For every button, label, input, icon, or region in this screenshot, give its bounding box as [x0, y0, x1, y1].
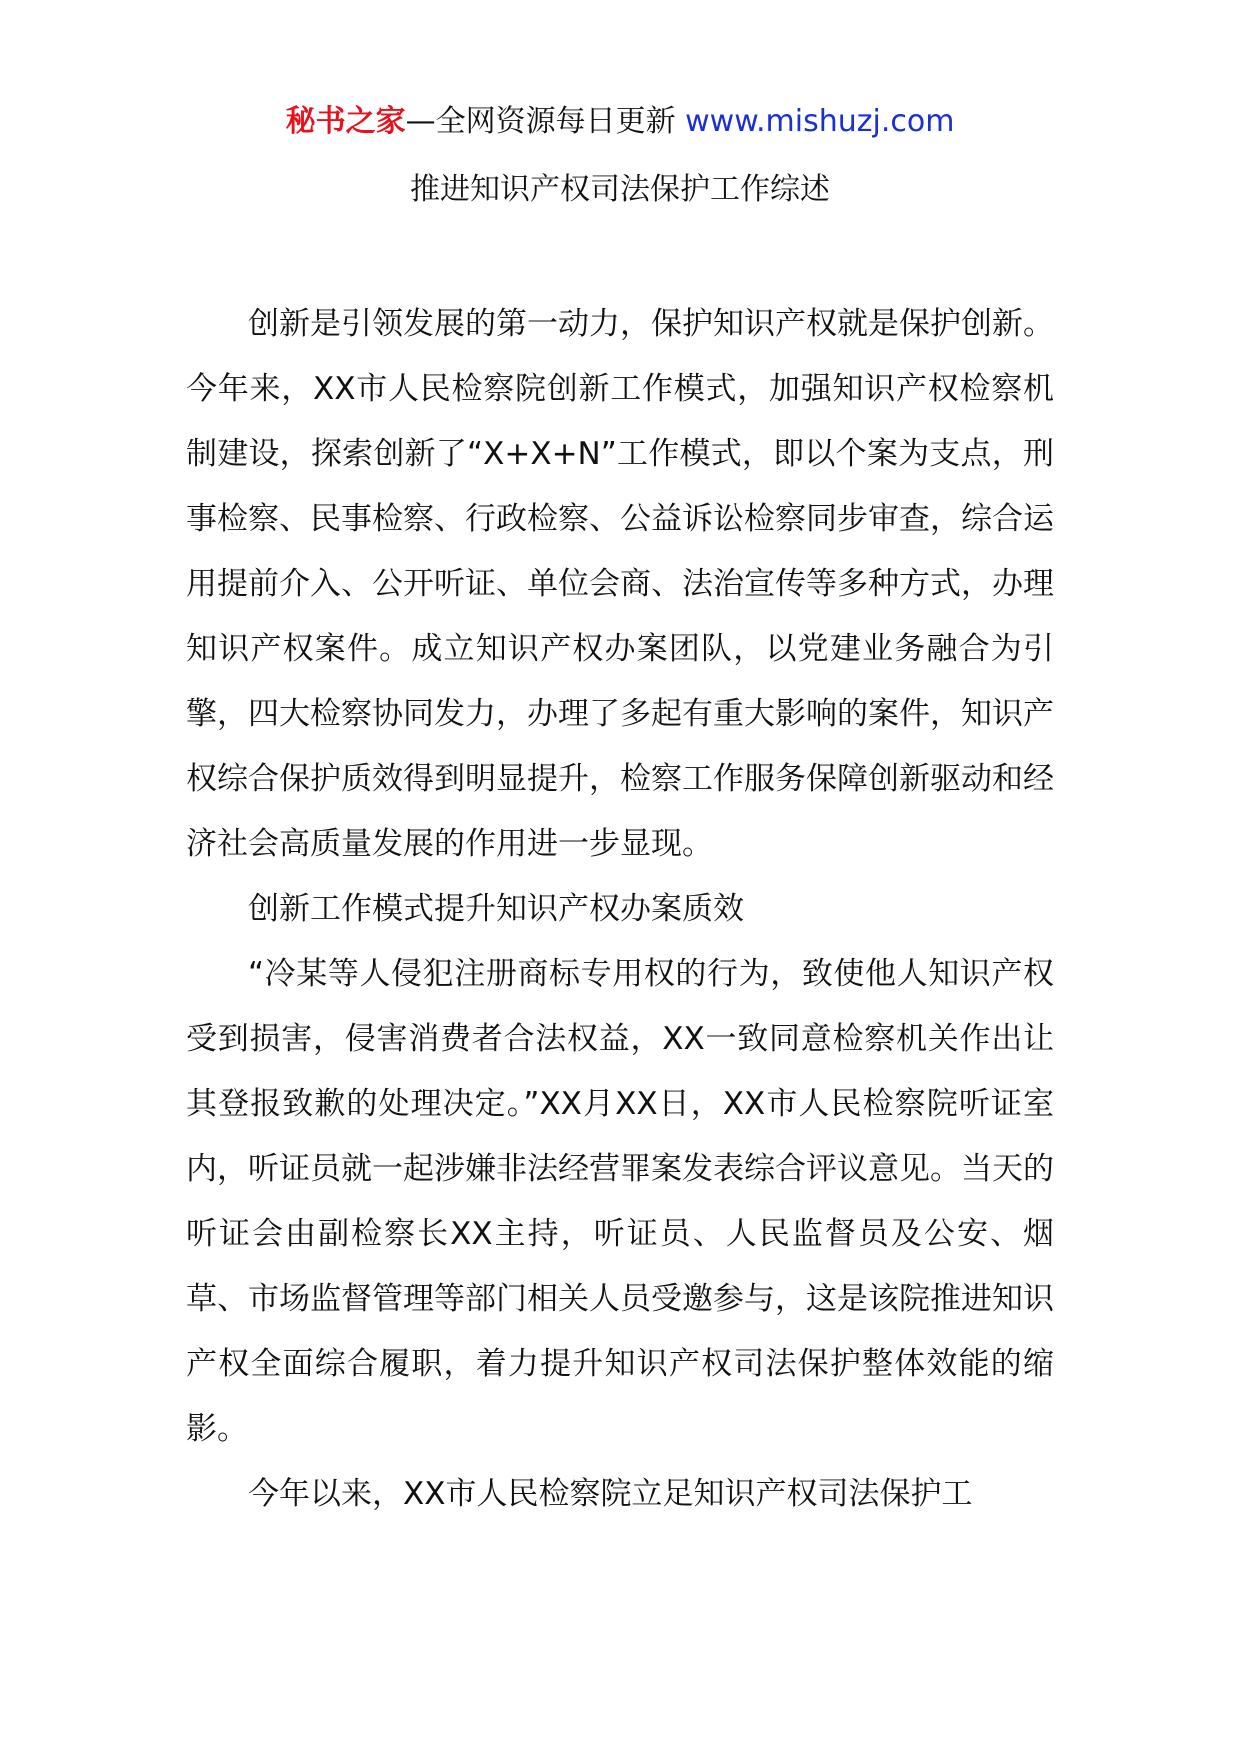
document-title: 推进知识产权司法保护工作综述 [410, 172, 830, 207]
paragraph-continued: 今年以来，XX市人民检察院立足知识产权司法保护工 [248, 1476, 973, 1512]
document-body [186, 292, 1054, 1527]
paragraph-hearing: “冷某等人侵犯注册商标专用权的行为，致使他人知识产权受到损害，侵害消费者合法权益，XX一致同意检察机关作出让其登报致歉的处理决定。”XX月XX日，XX市人民检察院听证室内，听证员就一起涉嫌非法经营罪案发表综合评议意见。当天的听证会由副检察长XX主持，听证员、人民监督员及公安、烟草、市场监督管理等部门相关人员受邀参与，这是该院推进知识产权全面综合履职，着力提升知识产权司法保护整体效能的缩影。 [186, 956, 1054, 1447]
header-tagline: —全网资源每日更新 [405, 104, 686, 139]
paragraph-intro: 创新是引领发展的第一动力，保护知识产权就是保护创新。今年来，XX市人民检察院创新工作模式，加强知识产权检察机制建设，探索创新了“X+X+N”工作模式，即以个案为支点，刑事检察、民事检察、行政检察、公益诉讼检察同步审查，综合运用提前介入、公开听证、单位会商、法治宣传等多种方式，办理知识产权案件。成立知识产权办案团队，以党建业务融合为引擎，四大检察协同发力，办理了多起有重大影响的案件，知识产权综合保护质效得到明显提升，检察工作服务保障创新驱动和经济社会高质量发展的作用进一步显现。 [186, 306, 1054, 862]
section-heading: 创新工作模式提升知识产权办案质效 [248, 891, 744, 927]
site-header [0, 100, 1240, 144]
brand-name: 秘书之家 [285, 104, 406, 139]
site-url-link[interactable]: www.mishuzj.com [685, 104, 955, 139]
